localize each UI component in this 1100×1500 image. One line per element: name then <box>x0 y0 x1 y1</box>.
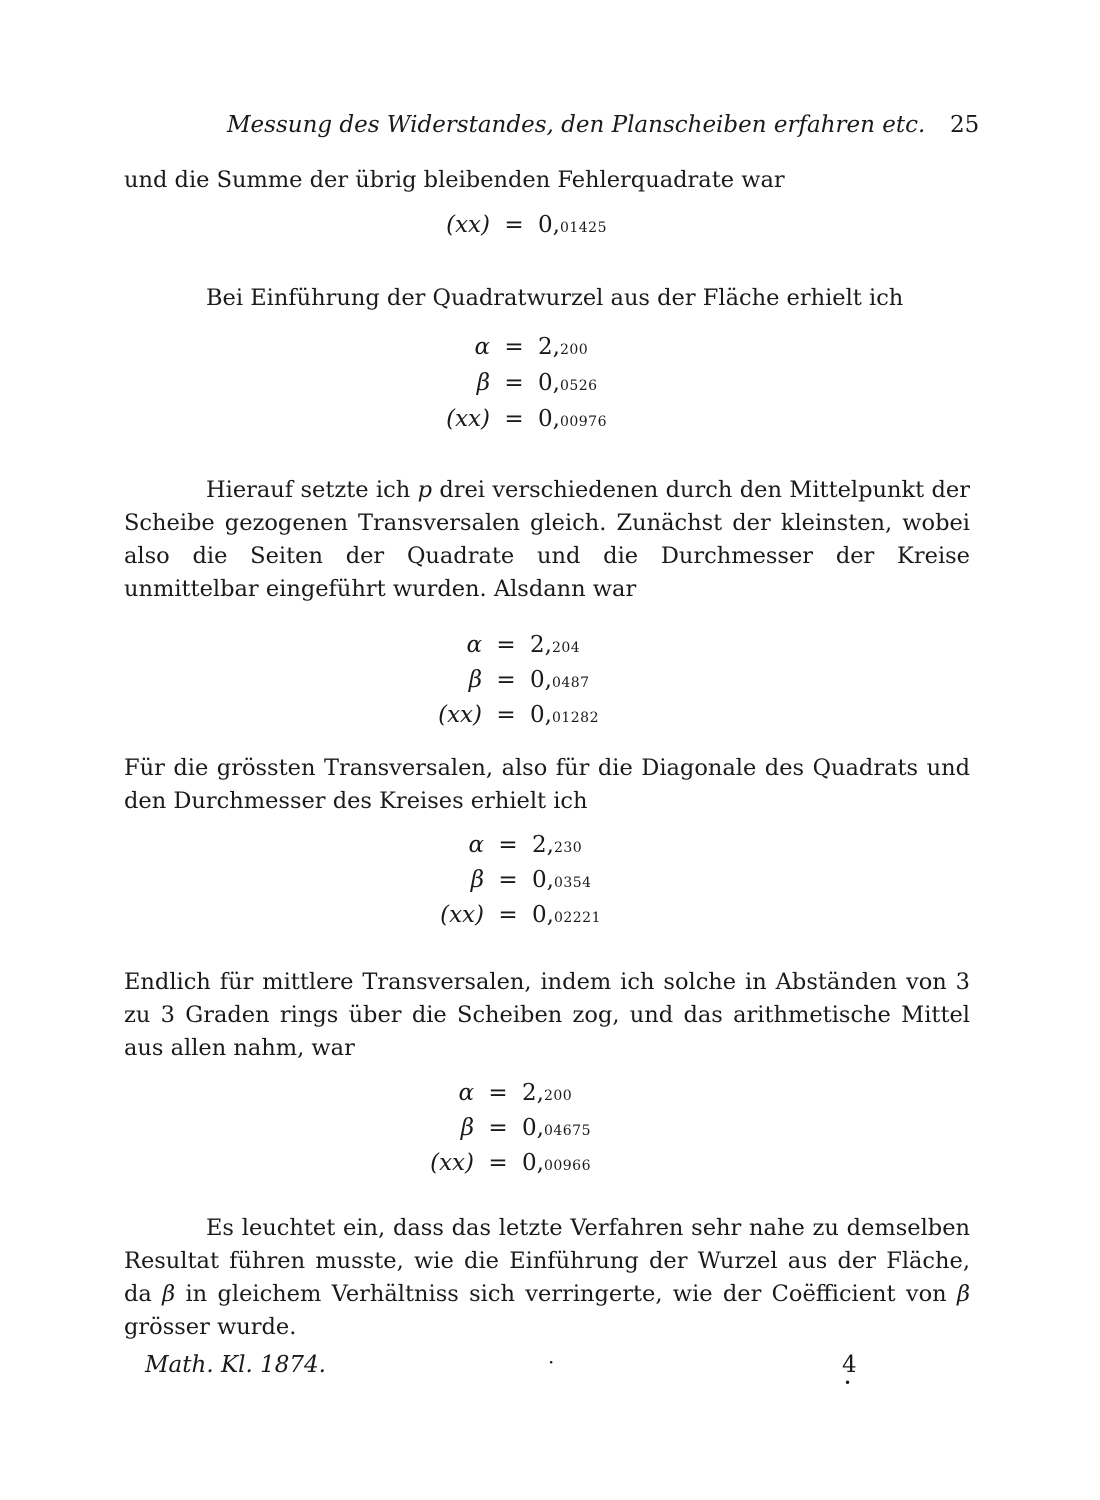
paragraph-2: Bei Einführung der Quadratwurzel aus der Fläche erhielt ich <box>206 285 904 311</box>
equation-block-5 <box>396 1080 591 1185</box>
equation-value: 0,01425 <box>538 212 607 238</box>
equation-1-xx <box>412 212 607 238</box>
paragraph-4: Für die grössten Transversalen, also für die Diagonale des Quadrats und den Durchmesser des Kreises erhielt ich <box>124 755 970 814</box>
equation-block-2 <box>412 334 607 442</box>
paragraph-1: und die Summe der übrig bleibenden Fehlerquadrate war <box>124 167 785 193</box>
equation-block-3 <box>404 632 599 737</box>
paragraph-6: Es leuchtet ein, dass das letzte Verfahren sehr nahe zu demselben Resultat führen musste, wie die Einführung der Wurzel aus der Fläche, da β in gleichem Verhältniss sich verringerte, wie der Coëfficient von β grösser wurde. <box>124 1215 970 1340</box>
equation-alpha: α = 2,200 <box>474 334 589 360</box>
equation-lhs: (xx) <box>446 212 490 238</box>
equation-xx: (xx) = 0,02221 <box>440 902 601 928</box>
running-title: Messung des Widerstandes, den Planscheiben erfahren etc. <box>227 112 926 138</box>
equation-alpha: α = 2,230 <box>468 832 583 858</box>
footer-mark: • <box>844 1376 852 1390</box>
equation-xx: (xx) = 0,01282 <box>438 702 599 728</box>
equation-xx: (xx) = 0,00966 <box>430 1150 591 1176</box>
signature-line: Math. Kl. 1874. <box>145 1352 326 1378</box>
equation-beta: β = 0,0487 <box>468 667 590 693</box>
paragraph-3: Hierauf setzte ich p drei verschiedenen durch den Mittelpunkt der Scheibe gezogenen Transversalen gleich. Zunächst der kleinsten, wobei also die Seiten der Quadrate und die Durchmesser der Kreise unmittelbar eingeführt wurden. Alsdann war <box>124 477 970 602</box>
equation-xx: (xx) = 0,00976 <box>446 406 607 432</box>
beta-symbol: β <box>956 1281 970 1307</box>
beta-symbol: β <box>162 1281 176 1307</box>
equation-block-4 <box>406 832 601 937</box>
signature-number: 4 <box>842 1352 857 1378</box>
equation-beta: β = 0,04675 <box>460 1115 591 1141</box>
page-number: 25 <box>950 112 980 138</box>
paragraph-5: Endlich für mittlere Transversalen, indem ich solche in Abständen von 3 zu 3 Graden rings über die Scheiben zog, und das arithmetische Mittel aus allen nahm, war <box>124 969 970 1061</box>
equation-beta: β = 0,0354 <box>470 867 592 893</box>
equation-beta: β = 0,0526 <box>476 370 598 396</box>
footer-dot: · <box>548 1350 555 1374</box>
variable-p: p <box>417 477 432 503</box>
equation-alpha: α = 2,200 <box>458 1080 573 1106</box>
equals-sign: = <box>504 212 524 238</box>
equation-alpha: α = 2,204 <box>466 632 581 658</box>
